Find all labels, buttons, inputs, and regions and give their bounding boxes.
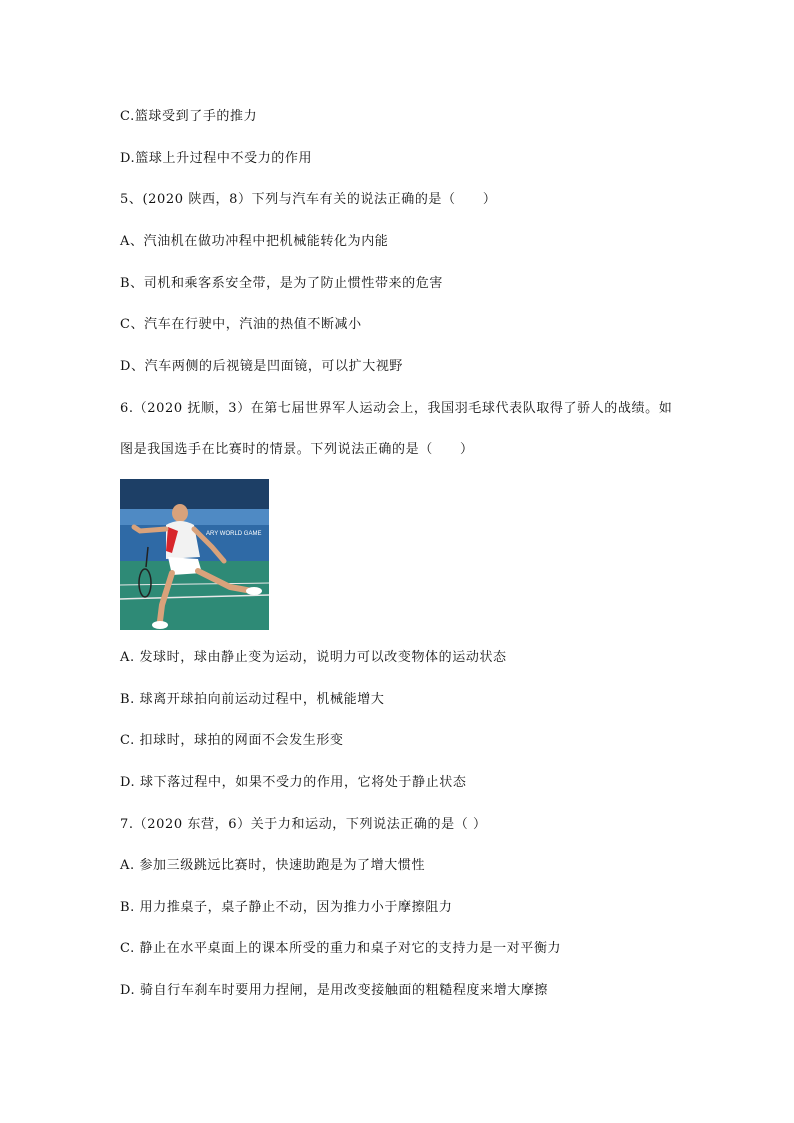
question-7-option-d: D. 骑自行车刹车时要用力捏闸，是用改变接触面的粗糙程度来增大摩擦 <box>120 983 549 998</box>
question-5-option-a: A、汽油机在做功冲程中把机械能转化为内能 <box>120 234 389 249</box>
question-6-option-c: C. 扣球时，球拍的网面不会发生形变 <box>120 733 344 748</box>
question-6-option-b: B. 球离开球拍向前运动过程中，机械能增大 <box>120 692 385 707</box>
question-7-option-a: A. 参加三级跳远比赛时，快速助跑是为了增大惯性 <box>120 858 426 873</box>
question-5-option-c: C、汽车在行驶中，汽油的热值不断减小 <box>120 317 362 332</box>
question-7-stem: 7.（2020 东营，6）关于力和运动，下列说法正确的是（ ） <box>120 817 487 832</box>
line-d-basketball: D.篮球上升过程中不受力的作用 <box>120 151 313 166</box>
question-5-stem: 5、(2020 陕西，8）下列与汽车有关的说法正确的是（ ） <box>120 192 497 207</box>
question-7-option-c: C. 静止在水平桌面上的课本所受的重力和桌子对它的支持力是一对平衡力 <box>120 941 562 956</box>
question-6-option-a: A. 发球时，球由静止变为运动，说明力可以改变物体的运动状态 <box>120 650 507 665</box>
photo-banner-text: ARY WORLD GAME <box>206 531 262 537</box>
question-5-option-d: D、汽车两侧的后视镜是凹面镜，可以扩大视野 <box>120 359 404 374</box>
badminton-player-photo <box>120 479 269 630</box>
question-7-option-b: B. 用力推桌子，桌子静止不动，因为推力小于摩擦阻力 <box>120 900 453 915</box>
question-6-stem-line2: 图是我国选手在比赛时的情景。下列说法正确的是（ ） <box>120 442 474 457</box>
question-5-option-b: B、司机和乘客系安全带，是为了防止惯性带来的危害 <box>120 276 443 291</box>
line-c-basketball: C.篮球受到了手的推力 <box>120 109 258 124</box>
question-6-stem-line1: 6.（2020 抚顺，3）在第七届世界军人运动会上，我国羽毛球代表队取得了骄人的战绩。如 <box>120 401 673 416</box>
question-6-option-d: D. 球下落过程中，如果不受力的作用，它将处于静止状态 <box>120 775 467 790</box>
